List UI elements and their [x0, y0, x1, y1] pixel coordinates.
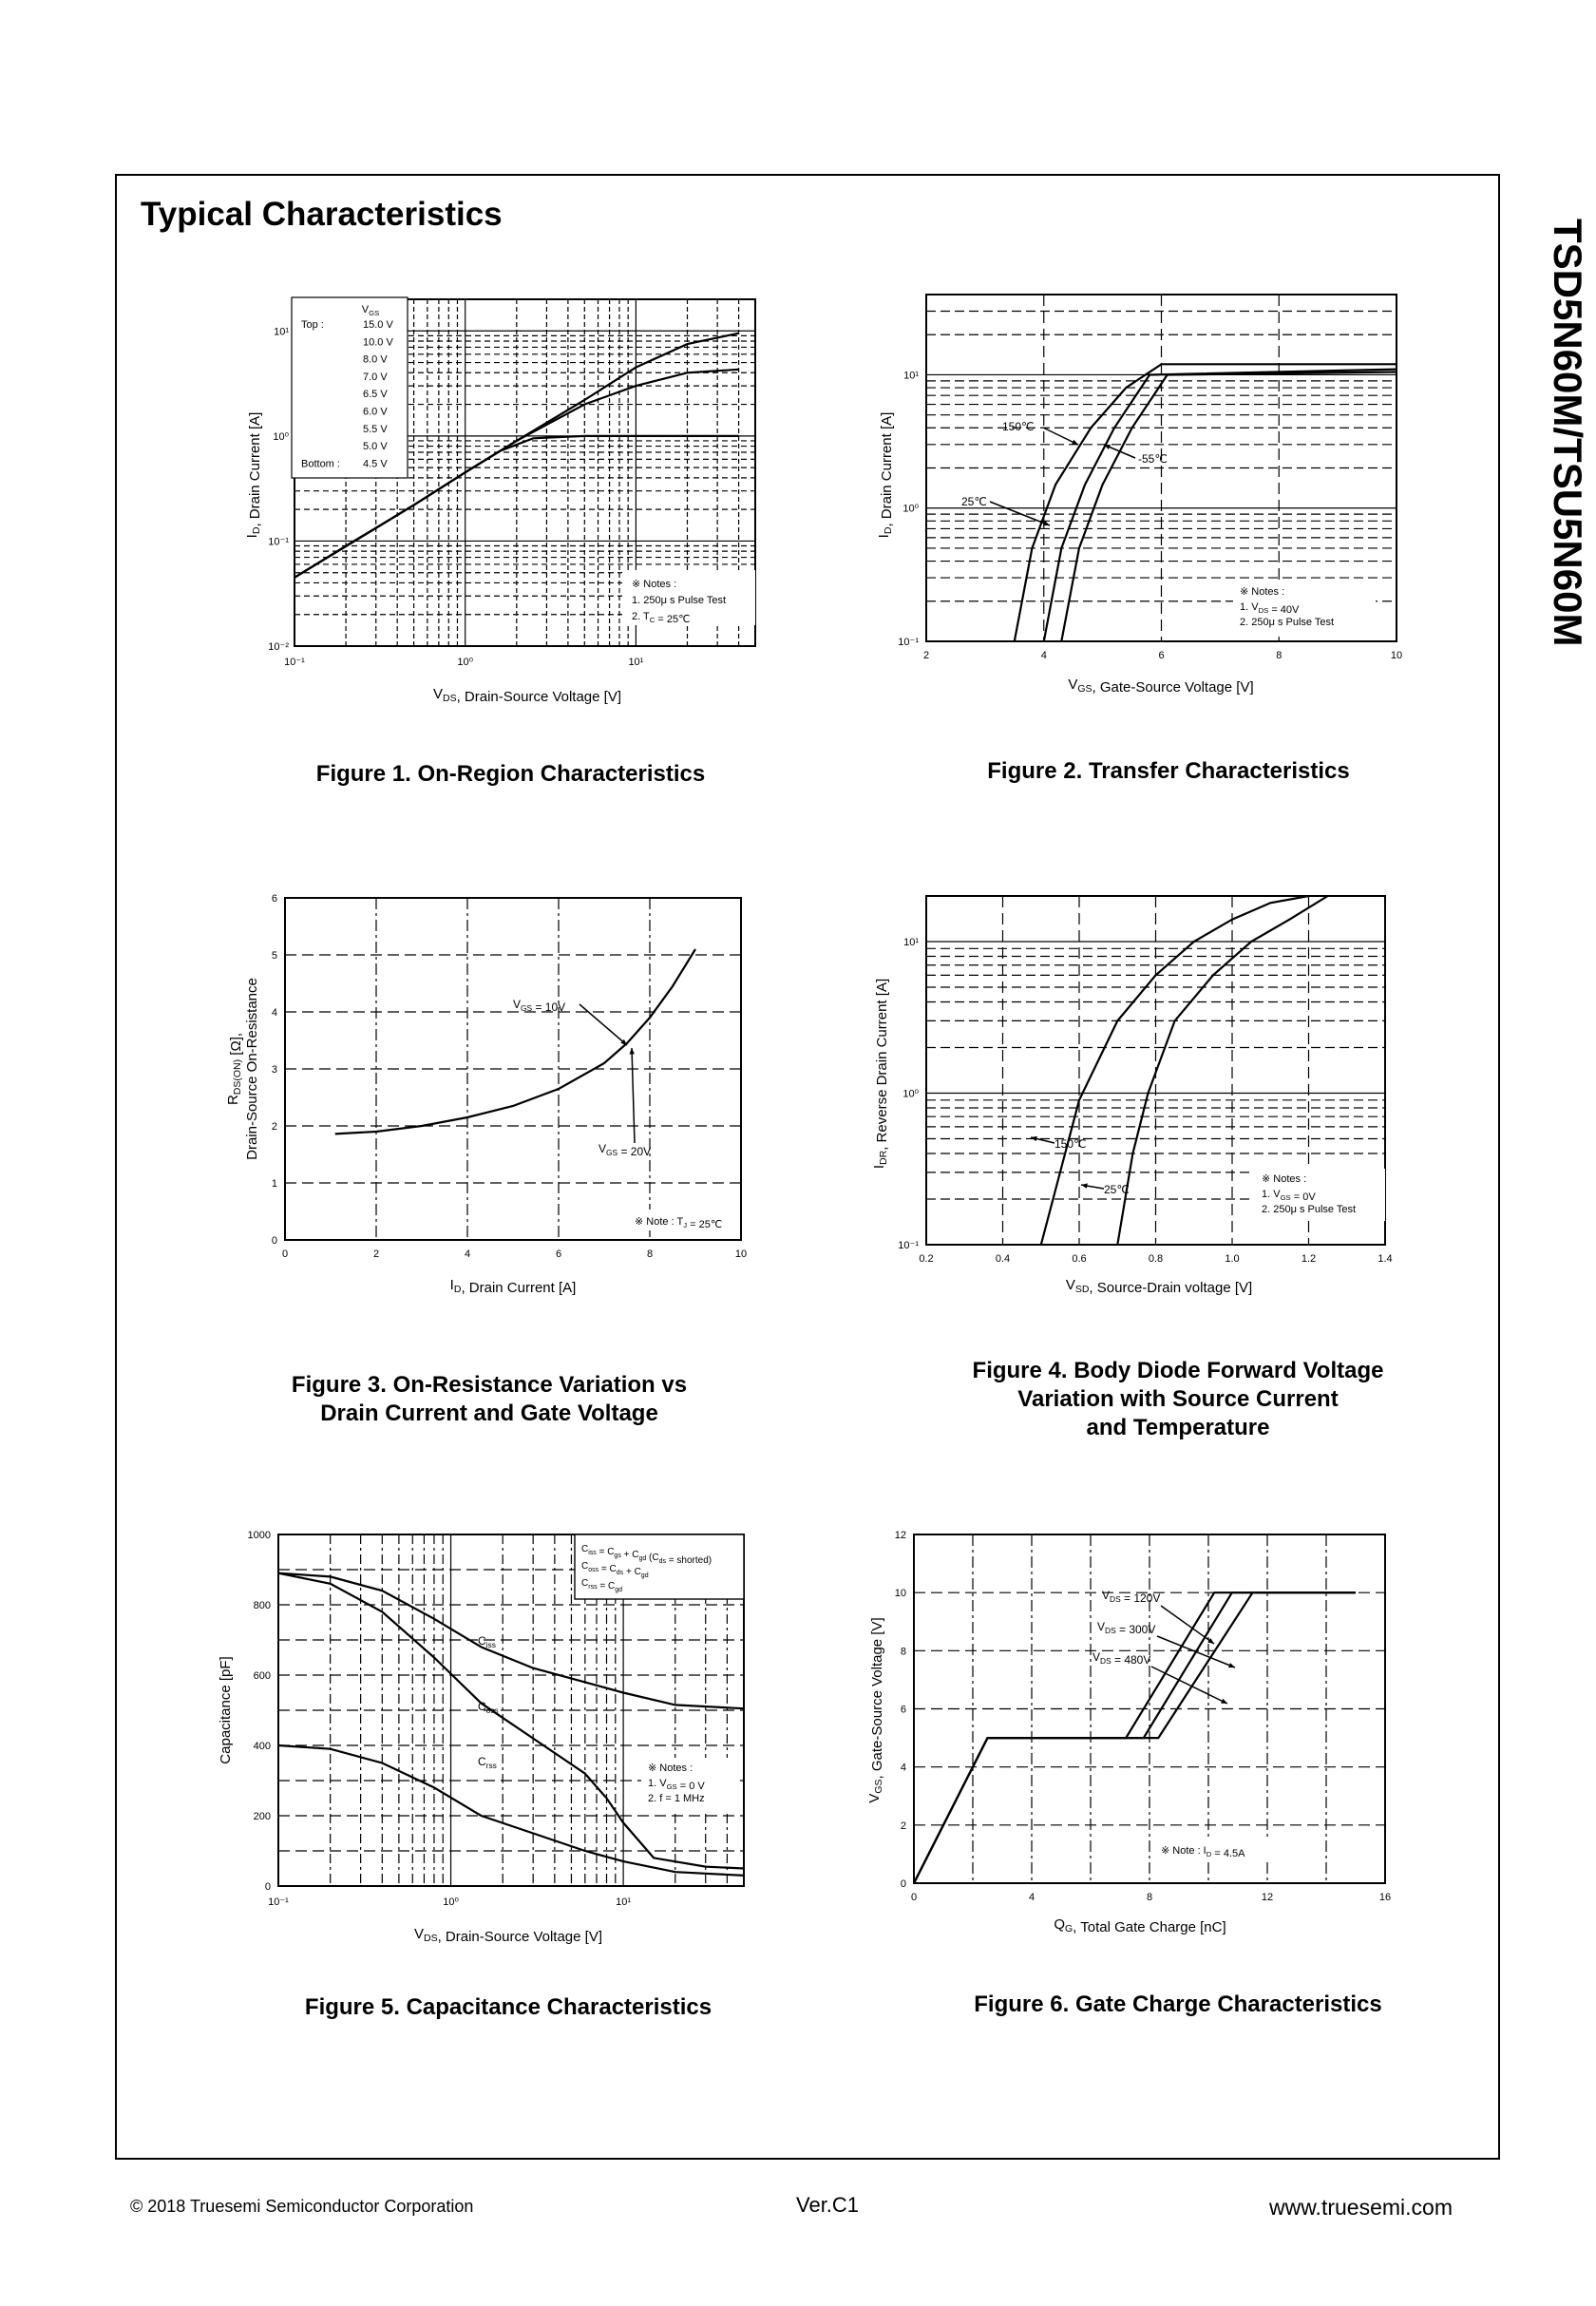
y-axis-label: Capacitance [pF]	[218, 1656, 234, 1764]
legend-row-value: 5.5 V	[363, 423, 388, 435]
figure-3-caption-line-1: Figure 3. On-Resistance Variation vs	[291, 1372, 688, 1398]
y-tick-label: 200	[253, 1811, 271, 1822]
notes-line: ※ Notes :	[1240, 586, 1285, 598]
x-tick-label: 10⁻¹	[268, 1896, 289, 1908]
y-tick-label: 10⁻²	[268, 641, 289, 653]
x-tick-label: 2	[372, 1248, 380, 1260]
legend-row-value: 5.0 V	[363, 441, 388, 453]
x-tick-label: 10¹	[616, 1896, 632, 1908]
footer-website[interactable]: www.truesemi.com	[1269, 2195, 1453, 2220]
legend-row-label: Top :	[301, 319, 324, 331]
y-tick-label: 10⁰	[273, 430, 289, 443]
legend-row-value: 7.0 V	[363, 371, 388, 383]
annotation-label: $V_{DS} = 300V$	[1097, 1620, 1156, 1636]
figure-3-caption	[223, 1371, 755, 1428]
x-axis-label: $Q_G$, Total Gate Charge [nC]	[1054, 1916, 1226, 1935]
legend-row-value: 8.0 V	[363, 353, 388, 366]
series-curve	[278, 1573, 744, 1869]
y-tick-label: 6	[900, 1704, 906, 1716]
y-tick-label: 0	[900, 1878, 906, 1890]
y-tick-label: 10⁰	[902, 503, 919, 515]
legend-row-value: 10.0 V	[363, 336, 393, 349]
notes-line: ※ Notes :	[632, 579, 677, 590]
x-axis-label: $V_{GS}$, Gate-Source Voltage [V]	[1068, 677, 1254, 696]
annotation-label: $V_{GS} = 10V$	[513, 998, 566, 1014]
x-tick-label: 1.2	[1301, 1253, 1317, 1265]
section-title: Typical Characteristics	[141, 196, 503, 233]
legend-row-value: 6.5 V	[363, 389, 388, 401]
y-tick-label: 2	[271, 1121, 277, 1133]
y-axis-label: $I_D$, Drain Current [A]	[244, 411, 263, 539]
x-tick-label: 10⁻¹	[284, 657, 305, 668]
annotation-label: $V_{DS} = 120V$	[1102, 1589, 1161, 1605]
y-tick-label: 10	[894, 1588, 906, 1600]
notes-line: ※ Notes :	[1262, 1173, 1307, 1185]
annotation-label: $C_{iss}$	[478, 1634, 496, 1649]
side-title	[1533, 219, 1590, 732]
y-tick-label: 2	[900, 1820, 906, 1832]
x-tick-label: 0.4	[995, 1253, 1011, 1265]
annotation-label: $V_{GS} = 20V$	[598, 1142, 652, 1158]
x-tick-label: 0.2	[919, 1253, 934, 1265]
annotation-label: 25℃	[961, 495, 987, 508]
y-axis-label: $V_{GS}$, Gate-Source Voltage [V]	[866, 1617, 885, 1803]
x-tick-label: 1.0	[1225, 1253, 1240, 1265]
y-tick-label: 10⁰	[902, 1088, 919, 1100]
footer-copyright: © 2018 Truesemi Semiconductor Corporation	[130, 2197, 474, 2216]
notes-line: ※ Note : $T_J$ = 25℃	[635, 1216, 723, 1230]
x-tick-label: 6	[1158, 650, 1165, 661]
x-tick-label: 8	[1276, 650, 1282, 661]
x-tick-label: 16	[1378, 1892, 1392, 1903]
x-tick-label: 0.8	[1148, 1253, 1164, 1265]
y-tick-label: 3	[271, 1064, 277, 1076]
annotation-label: $V_{DS} = 480V$	[1092, 1650, 1151, 1667]
legend-line: $C_{rss} = C_{gd}$	[581, 1578, 622, 1593]
x-tick-label: 1.4	[1378, 1253, 1393, 1265]
figure-6-caption: Figure 6. Gate Charge Characteristics	[974, 1992, 1382, 2017]
footer-version: Ver.C1	[796, 2193, 860, 2217]
x-tick-label: 8	[646, 1248, 654, 1260]
notes-line: ※ Notes :	[648, 1763, 694, 1774]
annotation-label: $C_{rss}$	[478, 1755, 497, 1770]
x-axis-label: $V_{DS}$, Drain-Source Voltage [V]	[413, 1926, 603, 1945]
notes-line: 2. $T_C$ = 25℃	[632, 611, 691, 625]
legend-line: $C_{iss} = C_{gs} + C_{gd}$ ($C_{ds}$ = shorted)	[581, 1544, 712, 1566]
y-tick-label: 10¹	[903, 370, 919, 382]
legend-row-label: Bottom :	[301, 458, 340, 470]
x-tick-label: 8	[1146, 1892, 1153, 1903]
legend-row-value: 6.0 V	[363, 406, 388, 418]
x-tick-label: 0.6	[1072, 1253, 1087, 1265]
figure-6-chart	[855, 1520, 1425, 1948]
y-axis-label: $I_{DR}$, Reverse Drain Current [A]	[871, 978, 890, 1170]
y-tick-label: 12	[894, 1530, 906, 1541]
y-tick-label: 0	[264, 1881, 271, 1893]
x-tick-label: 10⁰	[443, 1896, 459, 1908]
y-tick-label: 800	[253, 1600, 271, 1611]
annotation-label: 150℃	[1054, 1137, 1087, 1151]
x-tick-label: 10⁰	[457, 657, 474, 668]
y-tick-label: 5	[271, 950, 277, 962]
x-tick-label: 2	[922, 650, 930, 661]
annotation-arrow	[632, 1048, 635, 1143]
figure-2-caption: Figure 2. Transfer Characteristics	[987, 758, 1350, 784]
x-tick-label: 0	[910, 1892, 918, 1903]
y-tick-label: 0	[271, 1235, 277, 1247]
annotation-label: 150℃	[1002, 420, 1035, 433]
x-axis-label: $V_{SD}$, Source-Drain voltage [V]	[1065, 1277, 1253, 1296]
annotation-arrow-head	[629, 1048, 634, 1055]
y-axis-label: $I_D$, Drain Current [A]	[876, 411, 895, 539]
figure-4-caption-line-3: and Temperature	[1086, 1415, 1270, 1440]
notes-line: 2. f = 1 MHz	[648, 1793, 705, 1804]
x-tick-label: 4	[1040, 650, 1047, 661]
figure-5-caption: Figure 5. Capacitance Characteristics	[304, 1994, 712, 2020]
x-tick-label: 0	[281, 1248, 289, 1260]
annotation-arrow	[580, 1004, 627, 1045]
y-tick-label: 4	[900, 1762, 906, 1774]
y-tick-label: 10¹	[274, 326, 289, 338]
x-axis-label: $I_D$, Drain Current [A]	[449, 1277, 577, 1296]
figure-2-chart	[855, 285, 1425, 703]
figure-4-caption-line-1: Figure 4. Body Diode Forward Voltage	[972, 1358, 1384, 1383]
x-tick-label: 4	[464, 1248, 471, 1260]
series-curve	[335, 949, 695, 1134]
annotation-arrow	[1151, 1667, 1227, 1704]
notes-line: ※ Note : $I_D = 4.5A$	[1161, 1845, 1245, 1859]
notes-line: 1. 250μ s Pulse Test	[632, 595, 727, 606]
notes-line: 2. 250μ s Pulse Test	[1240, 617, 1335, 628]
y-tick-label: 10⁻¹	[898, 637, 919, 648]
series-curve	[914, 1592, 1356, 1883]
y-tick-label: 10⁻¹	[268, 536, 289, 548]
x-tick-label: 12	[1261, 1892, 1274, 1903]
annotation-label: 25℃	[1104, 1183, 1130, 1196]
annotation-arrow-head	[1081, 1183, 1088, 1188]
figure-5-chart	[209, 1520, 779, 1957]
figure-4-caption-line-2: Variation with Source Current	[1017, 1386, 1339, 1412]
legend-line: $C_{oss} = C_{ds} + C_{gd}$	[581, 1561, 649, 1579]
y-tick-label: 8	[900, 1646, 906, 1658]
legend-row-value: 15.0 V	[363, 319, 393, 331]
y-tick-label: 1000	[247, 1530, 271, 1541]
x-tick-label: 6	[555, 1248, 562, 1260]
annotation-arrow-head	[1228, 1663, 1235, 1668]
annotation-label: -55℃	[1138, 452, 1168, 466]
figure-3-chart	[225, 888, 760, 1306]
annotation-arrow	[1157, 1636, 1235, 1668]
y-tick-label: 4	[271, 1007, 277, 1019]
y-tick-label: 600	[253, 1670, 271, 1682]
figure-4-caption	[922, 1357, 1434, 1442]
y-axis-label-line-2: Drain-Source On-Resistance	[244, 978, 260, 1160]
x-tick-label: 10	[1390, 650, 1403, 661]
y-tick-label: 400	[253, 1741, 271, 1752]
figure-3-caption-line-2: Drain Current and Gate Voltage	[320, 1401, 658, 1426]
legend-row-value: 4.5 V	[363, 458, 388, 470]
y-axis-label-line-1: $R_{DS(ON)}$ [Ω],	[225, 1032, 244, 1106]
y-tick-label: 6	[271, 893, 277, 905]
figure-1-caption: Figure 1. On-Region Characteristics	[315, 761, 706, 787]
y-tick-label: 10⁻¹	[898, 1240, 919, 1251]
x-axis-label: $V_{DS}$, Drain-Source Voltage [V]	[432, 686, 622, 705]
x-tick-label: 4	[1028, 1892, 1036, 1903]
notes-line: 1. $V_{DS} = 40V$	[1240, 601, 1300, 616]
notes-line: 2. 250μ s Pulse Test	[1262, 1204, 1357, 1215]
y-tick-label: 10¹	[903, 937, 919, 949]
figure-4-chart	[855, 888, 1425, 1306]
x-tick-label: 10	[734, 1248, 748, 1260]
legend-header: $V_{GS}$	[361, 304, 380, 317]
x-tick-label: 10¹	[628, 657, 644, 668]
side-title-text: TSD5N60M/TSU5N60M	[1546, 219, 1590, 647]
y-tick-label: 1	[271, 1178, 277, 1190]
notes-line: 1. $V_{GS} = 0V$	[1262, 1189, 1316, 1203]
annotation-arrow	[990, 502, 1050, 525]
annotation-label: $C_{oss}$	[478, 1700, 499, 1715]
figure-1-chart	[228, 285, 770, 722]
notes-line: 1. $V_{GS} = 0$ V	[648, 1778, 705, 1792]
